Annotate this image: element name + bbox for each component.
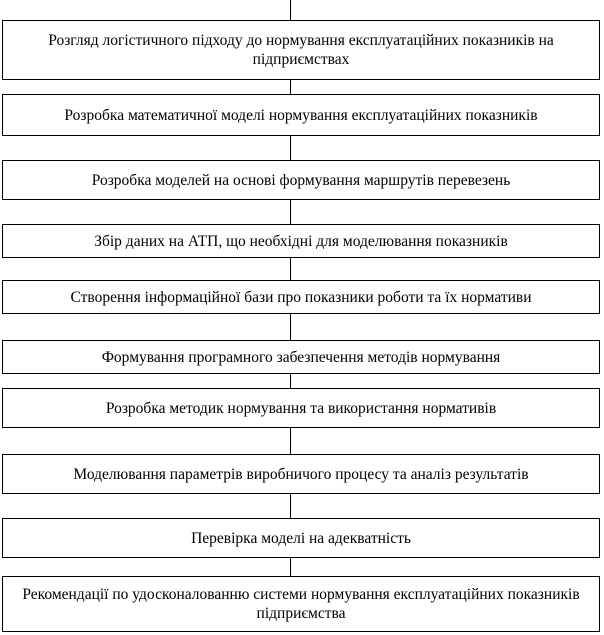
flow-step-adequacy-check [2,518,600,558]
flow-step-methods [2,388,600,428]
flow-step-software [2,340,600,374]
flow-step-label: Перевірка моделі на адекватність [191,529,411,547]
connector-line [290,80,291,94]
flow-step-label: Розгляд логістичного підходу до нормування експлуатаційних показників на підприємствах [48,32,554,68]
flow-step-math-model [2,94,600,136]
flow-step-label: Розробка методик нормування та використання нормативів [105,399,497,417]
connector-line [290,136,291,160]
flow-step-label: Формування програмного забезпечення методів нормування [101,348,501,366]
flow-step-label: Розробка математичної моделі нормування експлуатаційних показників [64,106,538,124]
flow-step-data-collection [2,224,600,258]
flow-step-info-base [2,280,600,314]
connector-line-top [290,0,291,20]
connector-line [290,374,291,388]
connector-line [290,494,291,518]
flow-step-recommendations [2,576,600,632]
connector-line [290,200,291,224]
flow-step-label: Розробка моделей на основі формування маршрутів перевезень [91,171,511,189]
flow-step-process-modeling [2,454,600,494]
flow-step-label: Моделювання параметрів виробничого процесу та аналіз результатів [73,465,529,483]
connector-line [290,258,291,280]
flow-step-logistics-approach [2,20,600,80]
flow-step-route-models [2,160,600,200]
flow-step-label: Рекомендації по удосконалованню системи нормування експлуатаційних показників підприємства [22,586,580,622]
flow-step-label: Створення інформаційної бази про показники роботи та їх нормативи [70,288,532,306]
connector-line [290,428,291,454]
connector-line [290,314,291,340]
flow-step-label: Збір даних на АТП, що необхідні для моделювання показників [94,232,508,250]
connector-line [290,558,291,576]
